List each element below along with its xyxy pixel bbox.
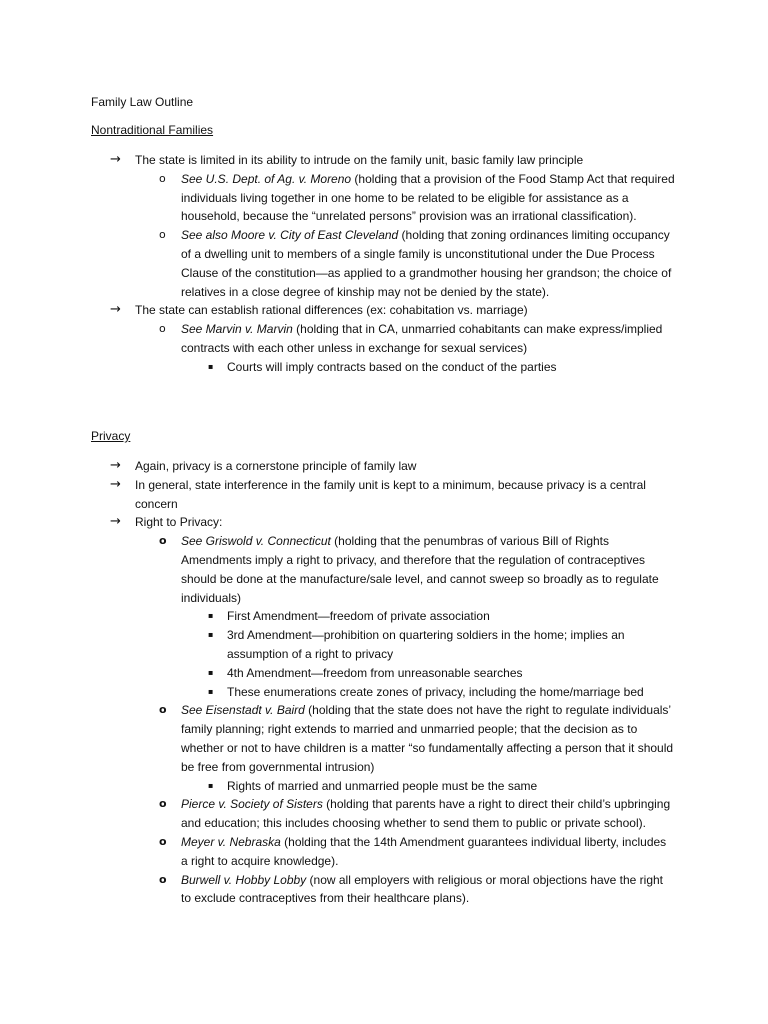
case-name: See also Moore v. City of East Cleveland — [181, 228, 399, 243]
sub-sub-bullet-item — [208, 664, 675, 683]
square-bullet-icon: ▪ — [208, 611, 214, 621]
circle-bullet-icon: o — [159, 534, 167, 548]
bullet-item — [110, 301, 675, 320]
sub-bullet-item — [159, 871, 675, 909]
sub-bullet-item — [159, 226, 675, 301]
case-name: See Eisenstadt v. Baird — [181, 703, 305, 718]
bullet-item — [110, 457, 675, 476]
arrow-bullet-icon: → — [110, 514, 121, 530]
section-body-privacy — [0, 457, 768, 908]
square-bullet-icon: ▪ — [208, 667, 214, 677]
section-body-nontraditional-families — [0, 151, 768, 377]
square-bullet-icon: ▪ — [208, 686, 214, 696]
bullet-text: Again, privacy is a cornerstone principle of family law — [135, 459, 417, 473]
case-name: See Griswold v. Connecticut — [181, 534, 331, 549]
case-name: Pierce v. Society of Sisters — [181, 797, 323, 812]
bullet-text: Rights of married and unmarried people must be the same — [227, 778, 538, 793]
circle-bullet-icon: o — [159, 171, 166, 185]
sub-sub-bullet-item — [208, 607, 675, 626]
circle-bullet-icon: o — [159, 228, 166, 242]
case-holding: (now all employers with religious or moral objections have the right to exclude contraceptives from their healthcare plans). — [181, 872, 664, 906]
bullet-text: The state can establish rational differences (ex: cohabitation vs. marriage) — [135, 303, 528, 318]
sub-sub-bullet-item — [208, 683, 675, 702]
sub-bullet-item — [159, 795, 675, 833]
arrow-bullet-icon: → — [110, 302, 121, 318]
sub-bullet-item — [159, 532, 675, 607]
arrow-bullet-icon: → — [110, 458, 121, 473]
case-holding: (holding that a provision of the Food Stamp Act that required individuals living together in one home to be related to be eligible for assistance as a household, because the “unrelated persons” provision was an irrational classification). — [181, 171, 675, 224]
case-holding: (holding that the 14th Amendment guarantees individual liberty, includes a right to acquire knowledge). — [181, 834, 667, 868]
document-title: Family Law Outline — [91, 95, 194, 109]
case-name: Meyer v. Nebraska — [181, 834, 281, 849]
sub-bullet-item — [159, 701, 675, 776]
sub-bullet-item — [159, 320, 675, 358]
sub-bullet-item — [159, 833, 675, 871]
bullet-item — [110, 513, 675, 532]
bullet-text: 3rd Amendment—prohibition on quartering soldiers in the home; implies an assumption of a right to privacy — [227, 628, 625, 661]
bullet-text: Right to Privacy: — [135, 515, 223, 530]
arrow-bullet-icon: → — [110, 476, 121, 492]
circle-bullet-icon: o — [159, 322, 166, 336]
square-bullet-icon: ▪ — [208, 630, 214, 640]
case-holding: (holding that zoning ordinances limiting occupancy of a dwelling unit to members of a single family is unconstitutional under the Due Process Clause of the constitution—as applied to a grandmother housing her grandson; the choice of relatives in a close degree of kinship may not be denied by the state). — [181, 228, 672, 299]
sub-sub-bullet-item — [208, 358, 675, 377]
bullet-text: In general, state interference in the family unit is kept to a minimum, because privacy is a central concern — [135, 477, 646, 511]
section-heading-privacy: Privacy — [91, 429, 131, 443]
case-holding: (holding that in CA, unmarried cohabitants can make express/implied contracts with each other unless in exchange for sexual services) — [181, 322, 663, 355]
bullet-item — [110, 476, 675, 514]
circle-bullet-icon: o — [159, 797, 167, 811]
sub-sub-bullet-item — [208, 626, 675, 664]
section-heading-nontraditional-families: Nontraditional Families — [91, 123, 214, 137]
case-holding: (holding that parents have a right to direct their child’s upbringing and education; this includes choosing whether to send them to public or private school). — [181, 797, 671, 831]
sub-bullet-item — [159, 170, 675, 226]
bullet-text: 4th Amendment—freedom from unreasonable searches — [227, 665, 523, 680]
bullet-text: Courts will imply contracts based on the conduct of the parties — [227, 359, 557, 374]
bullet-text: The state is limited in its ability to intrude on the family unit, basic family law principle — [135, 153, 584, 167]
circle-bullet-icon: o — [159, 872, 167, 886]
case-holding: (holding that the state does not have the right to regulate individuals’ family planning; right extends to married and unmarried people; that the decision as to whether or not to have children is a matter “so fundamentally affecting a person that it should be free from governmental intrusion) — [181, 703, 674, 774]
square-bullet-icon: ▪ — [208, 361, 214, 371]
arrow-bullet-icon: → — [110, 152, 121, 167]
case-name: Burwell v. Hobby Lobby — [181, 872, 307, 887]
bullet-text: First Amendment—freedom of private association — [227, 609, 490, 624]
square-bullet-icon: ▪ — [208, 780, 214, 790]
case-holding: (holding that the penumbras of various Bill of Rights Amendments imply a right to privacy, and therefore that the regulation of contraceptives should be done at the manufacture/sale level, and cannot sweep so broadly as to regulate individuals) — [181, 534, 659, 605]
bullet-text: These enumerations create zones of privacy, including the home/marriage bed — [227, 684, 644, 699]
sub-sub-bullet-item — [208, 777, 675, 796]
circle-bullet-icon: o — [159, 703, 167, 717]
case-name: See Marvin v. Marvin — [181, 322, 293, 337]
circle-bullet-icon: o — [159, 834, 167, 848]
bullet-item — [110, 151, 675, 170]
case-name: See U.S. Dept. of Ag. v. Moreno — [181, 171, 352, 186]
